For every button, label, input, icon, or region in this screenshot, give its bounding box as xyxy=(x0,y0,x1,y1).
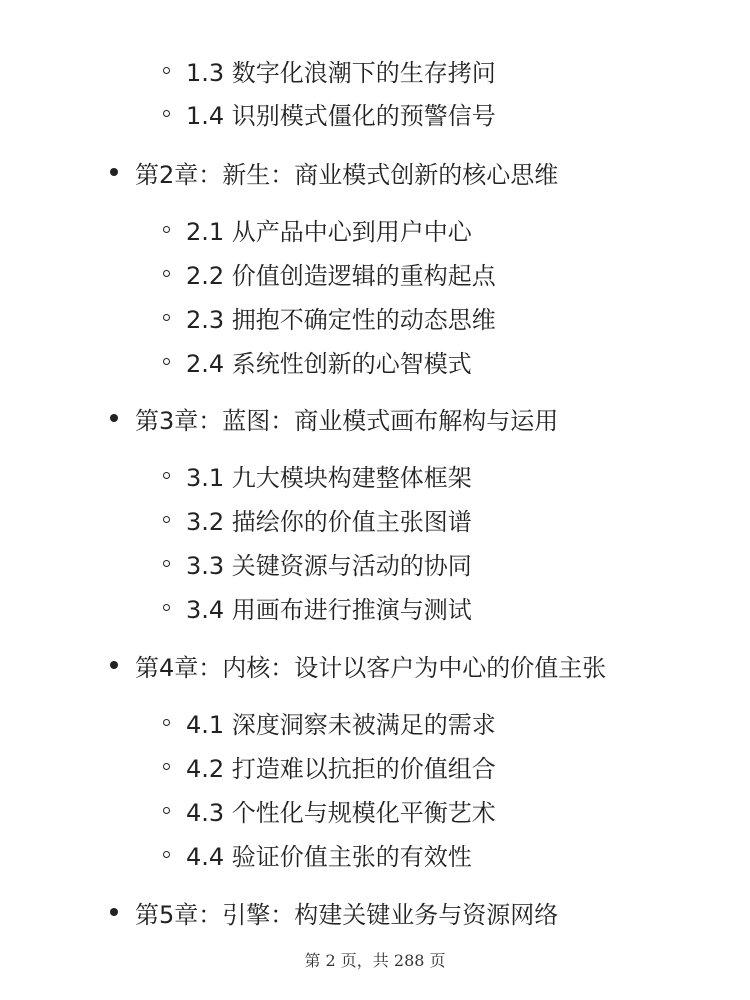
circle-bullet-icon xyxy=(163,110,170,117)
circle-bullet-icon xyxy=(163,67,170,74)
toc-section-item xyxy=(163,297,496,337)
toc-section-item xyxy=(163,209,472,249)
toc-section-item xyxy=(163,93,496,133)
toc-section-item xyxy=(163,50,496,90)
toc-section-label: 1.3 数字化浪潮下的生存拷问 xyxy=(186,58,496,87)
circle-bullet-icon xyxy=(163,763,170,770)
toc-section-label: 4.2 打造难以抗拒的价值组合 xyxy=(186,754,496,783)
circle-bullet-icon xyxy=(163,358,170,365)
page-number-label: 第 2 页，共 288 页 xyxy=(304,951,446,970)
toc-section-label: 2.1 从产品中心到用户中心 xyxy=(186,217,472,246)
toc-section-item xyxy=(163,702,496,742)
circle-bullet-icon xyxy=(163,807,170,814)
circle-bullet-icon xyxy=(163,560,170,567)
toc-section-label: 4.1 深度洞察未被满足的需求 xyxy=(186,710,496,739)
circle-bullet-icon xyxy=(163,719,170,726)
toc-section-label: 2.4 系统性创新的心智模式 xyxy=(186,349,472,378)
toc-section-item xyxy=(163,834,472,874)
disc-bullet-icon xyxy=(110,908,118,916)
toc-section-item xyxy=(163,746,496,786)
toc-chapter-label: 第4章：内核：设计以客户为中心的价值主张 xyxy=(135,653,607,682)
circle-bullet-icon xyxy=(163,226,170,233)
toc-chapter-label: 第5章：引擎：构建关键业务与资源网络 xyxy=(135,900,559,929)
circle-bullet-icon xyxy=(163,851,170,858)
toc-section-label: 4.3 个性化与规模化平衡艺术 xyxy=(186,798,496,827)
toc-section-label: 3.4 用画布进行推演与测试 xyxy=(186,595,472,624)
disc-bullet-icon xyxy=(110,168,118,176)
circle-bullet-icon xyxy=(163,516,170,523)
toc-section-label: 3.1 九大模块构建整体框架 xyxy=(186,463,472,492)
circle-bullet-icon xyxy=(163,270,170,277)
toc-section-item xyxy=(163,499,472,539)
toc-chapter-item xyxy=(110,152,558,192)
toc-section-label: 2.3 拥抱不确定性的动态思维 xyxy=(186,305,496,334)
toc-chapter-label: 第3章：蓝图：商业模式画布解构与运用 xyxy=(135,406,559,435)
toc-chapter-item xyxy=(110,892,558,932)
toc-section-label: 4.4 验证价值主张的有效性 xyxy=(186,842,472,871)
circle-bullet-icon xyxy=(163,472,170,479)
circle-bullet-icon xyxy=(163,314,170,321)
page-footer xyxy=(0,948,750,971)
toc-section-item xyxy=(163,341,472,381)
toc-section-label: 3.2 描绘你的价值主张图谱 xyxy=(186,507,472,536)
toc-chapter-item xyxy=(110,398,558,438)
disc-bullet-icon xyxy=(110,661,118,669)
toc-section-item xyxy=(163,587,472,627)
toc-section-label: 2.2 价值创造逻辑的重构起点 xyxy=(186,261,496,290)
circle-bullet-icon xyxy=(163,604,170,611)
toc-chapter-label: 第2章：新生：商业模式创新的核心思维 xyxy=(135,160,559,189)
toc-section-label: 3.3 关键资源与活动的协同 xyxy=(186,551,472,580)
toc-section-item xyxy=(163,790,496,830)
disc-bullet-icon xyxy=(110,414,118,422)
toc-section-item xyxy=(163,543,472,583)
toc-section-label: 1.4 识别模式僵化的预警信号 xyxy=(186,101,496,130)
toc-section-item xyxy=(163,455,472,495)
toc-chapter-item xyxy=(110,645,606,685)
toc-section-item xyxy=(163,253,496,293)
